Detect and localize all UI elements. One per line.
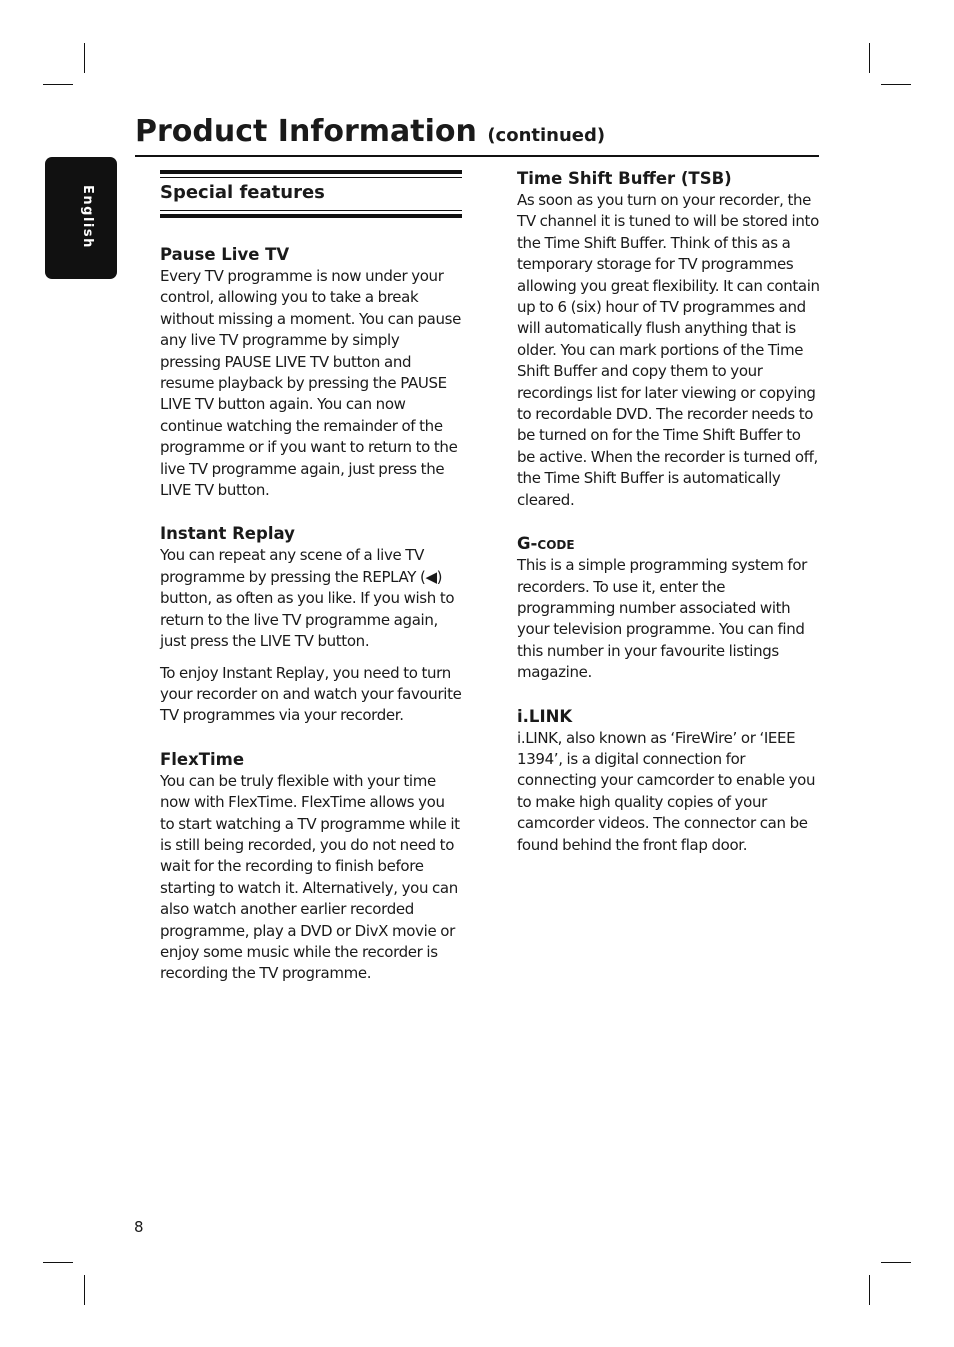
crop-mark: [869, 43, 870, 73]
section-heading: Special features: [160, 182, 325, 203]
ilink-body: i.LINK, also known as ‘FireWire’ or ‘IEEE 1394’, is a digital connection for connecting your camcorder to enable you to make high quality copies of your camcorder videos. The connector can be found behind the front flap door.: [517, 728, 816, 854]
page-title: [135, 112, 819, 156]
instant-replay-heading: Instant Replay: [160, 524, 295, 544]
pause-live-tv-heading: Pause Live TV: [160, 245, 290, 264]
page-title-text: Product Information: [135, 114, 477, 149]
tsb-heading: Time Shift Buffer (TSB): [517, 169, 732, 188]
section-heading-band: [160, 170, 462, 218]
crop-mark: [84, 43, 85, 73]
title-rule: [135, 155, 819, 157]
page-number: 8: [134, 1218, 144, 1236]
flextime-section: [160, 749, 462, 985]
pause-live-tv-section: [160, 244, 462, 501]
language-tab: [45, 157, 117, 279]
gcode-section: [517, 533, 820, 683]
gcode-body: This is a simple programming system for recorders. To use it, enter the programming number associated with your television programme. You can find this number in your favourite listings magazine.: [517, 556, 807, 682]
flextime-body: You can be truly flexible with your time now with FlexTime. FlexTime allows you to start watching a TV programme while it is still being recorded, you do not need to wait for the recording to finish before starting to watch it. Alternatively, you can also watch another earlier recorded programme, play a DVD or DivX movie or enjoy some music while the recorder is recording the TV programme.: [160, 771, 460, 983]
crop-mark: [881, 84, 911, 85]
tsb-section: [517, 168, 820, 511]
instant-replay-body: You can repeat any scene of a live TV programme by pressing the REPLAY (◀) button, as often as you like. If you wish to return to the live TV programme again, just press the LIVE TV button.: [160, 546, 455, 651]
gcode-heading: G-code: [517, 534, 575, 554]
crop-mark: [84, 1275, 85, 1305]
instant-replay-section: [160, 523, 462, 726]
left-column: [160, 170, 462, 1007]
pause-live-tv-body: Every TV programme is now under your control, allowing you to take a break without missing a moment. You can pause any live TV programme by simply pressing PAUSE LIVE TV button and resume playback by pressing the PAUSE LIVE TV button again. You can now continue watching the remainder of the programme or if you want to return to the live TV programme again, just press the LIVE TV button.: [160, 267, 461, 500]
crop-mark: [43, 84, 73, 85]
language-tab-label: English: [80, 185, 95, 249]
crop-mark: [881, 1262, 911, 1263]
right-column: [517, 168, 820, 878]
flextime-heading: FlexTime: [160, 749, 245, 769]
ilink-section: [517, 706, 820, 856]
page-title-suffix: (continued): [487, 125, 606, 146]
ilink-heading: i.LINK: [517, 706, 573, 726]
instant-replay-body-2: To enjoy Instant Replay, you need to turn your recorder on and watch your favourite TV programmes via your recorder.: [160, 663, 462, 725]
tsb-body: As soon as you turn on your recorder, the TV channel it is tuned to will be stored into the Time Shift Buffer. Think of this as a temporary storage for TV programmes allowing you great flexibility. It can contain up to 6 (six) hour of TV programmes and will automatically flush anything that is older. You can mark portions of the Time Shift Buffer and copy them to your recordings list for later viewing or copying to recordable DVD. The recorder needs to be turned on for the Time Shift Buffer to be active. When the recorder is turned off, the Time Shift Buffer is automatically cleared.: [517, 191, 820, 509]
crop-mark: [869, 1275, 870, 1305]
crop-mark: [43, 1262, 73, 1263]
